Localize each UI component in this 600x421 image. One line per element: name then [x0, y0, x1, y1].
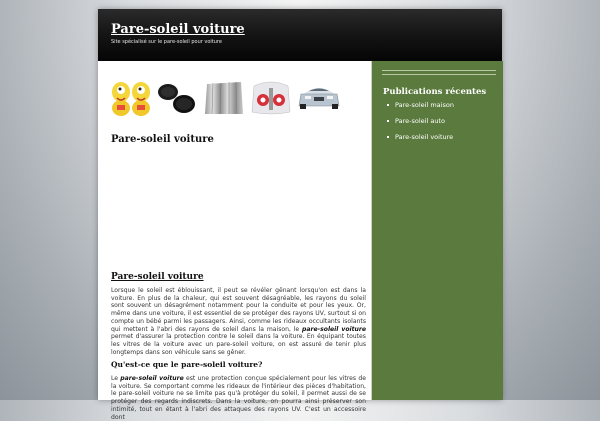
recent-post-item — [387, 101, 454, 109]
site-tagline: Site spécialisé sur le pare-soleil pour voiture — [111, 39, 222, 45]
printed-windshield-sunshade-image — [250, 80, 292, 116]
sidebar-divider — [382, 74, 496, 75]
bullet-icon — [387, 104, 389, 106]
definition-text-b: est une protection conçue spécialement pour les vitres de la voiture. Se comportant comme les rideaux de l'intérieur des pièces d'habitation, le pare-soleil voiture ne se limite pas qu'à protéger du soleil, il permet aussi de se protéger des regards indiscrets. Dans la voiture, on pourra ainsi préserver son intimité, tout en étant à l'abri des attaques des rayons UV. C'est un accessoire dont — [111, 375, 366, 421]
page-wrapper — [98, 9, 502, 421]
recent-post-item — [387, 117, 445, 125]
recent-post-link[interactable]: Pare-soleil maison — [395, 101, 454, 109]
intro-text-b: permet d'assurer la protection contre le soleil dans la voiture. En équipant toutes les vitres de la voiture avec un pare-soleil voiture, on est assuré de tenir plus longtemps dans son véhicule sans se gêner. — [111, 333, 366, 356]
bullet-icon — [387, 120, 389, 122]
car-photo-image — [297, 80, 341, 116]
intro-keyword: pare-soleil voiture — [301, 325, 366, 333]
definition-text-a: Le — [111, 375, 121, 382]
recent-post-link[interactable]: Pare-soleil auto — [395, 117, 445, 125]
recent-post-item — [387, 133, 453, 141]
definition-keyword: pare-soleil voiture — [120, 375, 184, 382]
intro-text-a: Lorsque le soleil est éblouissant, il peut se révéler gênant lorsqu'on est dans la voiture. En plus de la chaleur, qui est souvent désagréable, les rayons du soleil sont souvent un désagrément notamment pour la conduite et pour les yeux. Or, même dans une voiture, il est essentiel de se protéger des rayons UV, surtout si on compte un bébé parmi les passagers. Ainsi, comme les rideaux occultants isolants qui mettent à l'abri des rayons de soleil dans la maison, le — [111, 287, 366, 333]
main-content — [98, 61, 371, 421]
intro-paragraph — [111, 287, 366, 356]
sidebar — [371, 61, 503, 400]
ad-placeholder — [111, 155, 361, 259]
site-title-link[interactable]: Pare-soleil voiture — [111, 22, 245, 37]
section-title-link[interactable]: Pare-soleil voiture — [111, 272, 204, 282]
sidebar-heading: Publications récentes — [383, 87, 487, 97]
recent-post-link[interactable]: Pare-soleil voiture — [395, 133, 454, 141]
bullet-icon — [387, 136, 389, 138]
definition-paragraph — [111, 375, 366, 421]
sidebar-divider — [382, 70, 496, 71]
silver-foil-sunshade-image — [203, 80, 245, 116]
black-round-sunshades-image — [156, 80, 198, 116]
image-banner — [111, 80, 341, 116]
subheading: Qu'est-ce que le pare-soleil voiture? — [111, 360, 263, 369]
cartoon-sunshade-image — [111, 80, 151, 116]
site-header — [98, 9, 502, 61]
post-title[interactable]: Pare-soleil voiture — [111, 134, 214, 145]
